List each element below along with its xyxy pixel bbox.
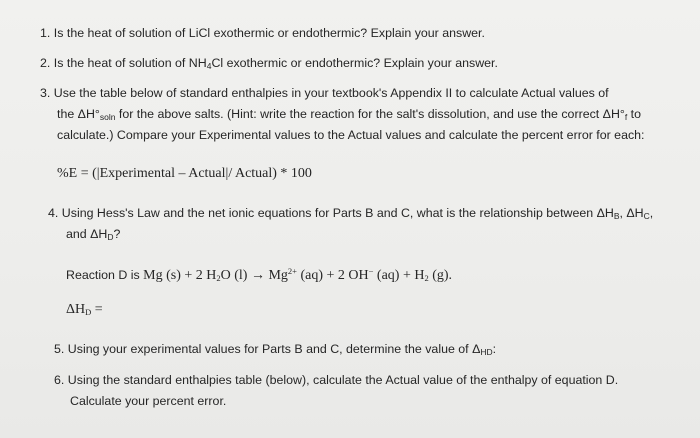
question-4-line-1: Using Hess's Law and the net ionic equations for Parts B and C, what is the relationship between $\Delta H_B$, $\Delta H_C$, <box>61 206 654 221</box>
question-6-line-2: Calculate your percent error. <box>70 394 227 408</box>
question-3-line-2: the $\Delta H^\circ_{soln}$ for the above salts. (Hint: write the reaction for the salt's dissolution, and use the correct $\Delta H^\circ_f$ to <box>57 107 642 122</box>
question-5-number: 5. <box>54 342 65 356</box>
reaction-d <box>66 268 452 284</box>
question-4 <box>48 206 653 220</box>
question-6-line-1: Using the standard enthalpies table (below), calculate the Actual value of the enthalpy of equation D. <box>67 373 619 387</box>
question-3-line-3: calculate.) Compare your Experimental values to the Actual values and calculate the percent error for each: <box>57 128 645 142</box>
delta-hd-answer: $\Delta H_D$ = <box>66 302 103 317</box>
question-3 <box>40 86 609 100</box>
question-4-line-2: and $\Delta H_D$? <box>66 227 121 242</box>
question-6 <box>54 373 618 387</box>
reaction-d-equation: Mg (s) + 2 $H_2O$ $(l) \to Mg^{2+}$ (aq) + 2 OH− $(aq) + H_2$ (g). <box>143 266 453 283</box>
question-4-number: 4. <box>48 206 59 220</box>
question-3-line-1: Use the table below of standard enthalpies in your textbook's Appendix II to calculate Actual values of <box>53 86 609 100</box>
question-2-number: 2. <box>40 56 51 70</box>
percent-error-formula: %E = (|Experimental – Actual|/ Actual) * 100 <box>57 166 312 181</box>
question-1-text: Is the heat of solution of LiCl exothermic or endothermic? Explain your answer. <box>53 26 485 40</box>
question-1-number: 1. <box>40 26 51 40</box>
question-5-text: Using your experimental values for Parts B and C, determine the value of $\Delta_{HD}$: <box>67 342 497 357</box>
reaction-d-label: Reaction D is <box>66 268 144 282</box>
question-2-text: Is the heat of solution of $NH_4Cl$ exothermic or endothermic? Explain your answer. <box>53 56 498 71</box>
question-5 <box>54 342 496 356</box>
question-2 <box>40 56 498 70</box>
question-6-number: 6. <box>54 373 65 387</box>
question-1 <box>40 26 485 40</box>
question-3-number: 3. <box>40 86 51 100</box>
